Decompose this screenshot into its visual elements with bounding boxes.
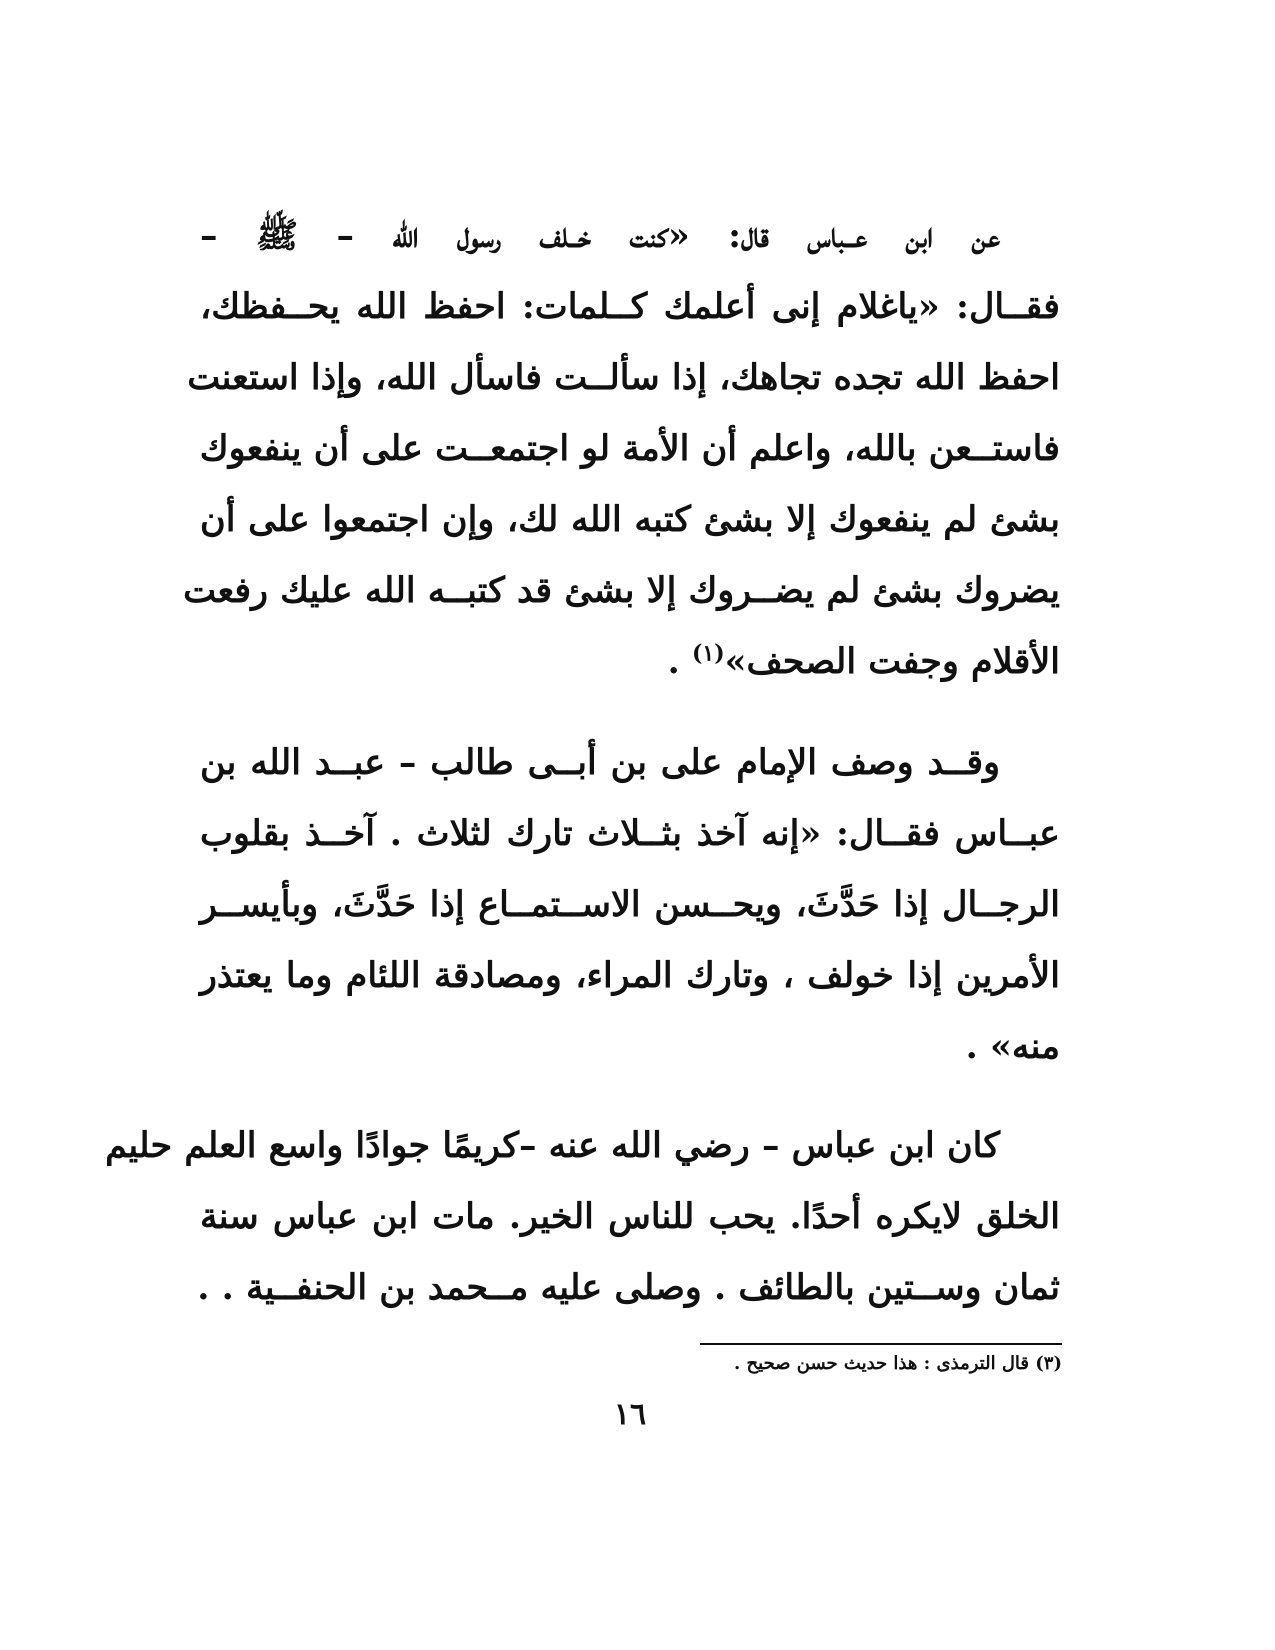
text-line: عبــاس فقــال: «إنه آخذ بثــلاث تارك لثلاث . آخــذ بقلوب [200, 813, 1060, 854]
text-line: عن ابن عــباس قال: «كنت خــلف رسول الله – ﷺ – [200, 215, 1000, 256]
paragraph-ibn-abbas-hadith [183, 200, 1060, 697]
text-line: ثمان وســتين بالطائف . وصلى عليه مــحمد بن الحنفــية . . [197, 1267, 1060, 1308]
text-line-last [200, 626, 1060, 697]
text-line: احفظ الله تجده تجاهك، إذا سألــت فاسأل الله، وإذا استعنت [187, 357, 1060, 398]
footnote-divider [700, 1343, 1062, 1345]
text-line: الأمرين إذا خولف ، وتارك المراء، ومصادقة اللئام وما يعتذر [200, 955, 1060, 996]
footnote: (٣) قال الترمذى : هذا حديث حسن صحيح . [734, 1353, 1062, 1374]
paragraph-ibn-abbas-character [105, 1110, 1060, 1323]
text-line: فقــال: «ياغلام إنى أعلمك كــلمات: احفظ الله يحــفظك، [200, 286, 1060, 327]
footnote-marker: (١) [691, 640, 725, 667]
text-line: كان ابن عباس – رضي الله عنه –كريمًا جوادًا واسع العلم حليم [105, 1125, 1000, 1166]
text-line: الرجــال إذا حَدَّثَ، ويحــسن الاســتمــاع إذا حَدَّثَ، وبأيســر [200, 884, 1060, 925]
text-line: وقــد وصف الإمام على بن أبــى طالب – عبــد الله بن [200, 742, 1000, 783]
line-end-punctuation: . [667, 641, 692, 682]
text-line: بشئ لم ينفعوك إلا بشئ كتبه الله لك، وإن اجتمعوا على أن [200, 499, 1060, 540]
text-line: يضروك بشئ لم يضــروك إلا بشئ قد كتبــه الله عليك رفعت [183, 570, 1060, 611]
text-line-last: منه» . [965, 1026, 1060, 1067]
paragraph-ali-description [200, 727, 1060, 1082]
page-number: ١٦ [613, 1397, 647, 1432]
text-line: فاستــعن بالله، واعلم أن الأمة لو اجتمعــت على أن ينفعوك [199, 428, 1060, 469]
text-line-content: الأقلام وجفت الصحف» [724, 641, 1060, 682]
text-line: الخلق لايكره أحدًا. يحب للناس الخير. مات ابن عباس سنة [200, 1196, 1060, 1237]
